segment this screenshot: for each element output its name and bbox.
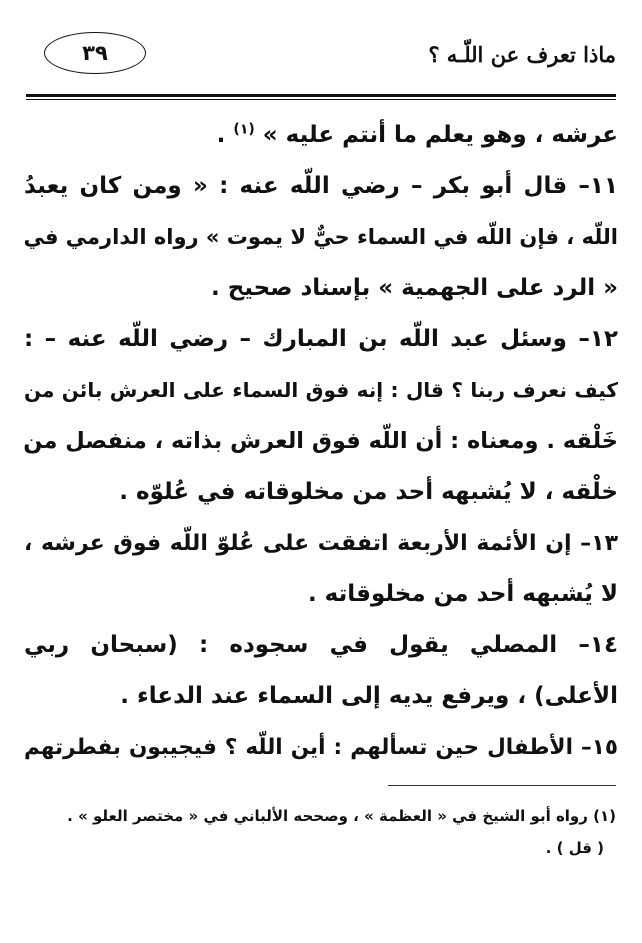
text-line: ١١– قال أبو بكر – رضي اللّه عنه : « ومن كان يعبدُ bbox=[24, 173, 618, 199]
footnote-reference: (١) bbox=[233, 121, 255, 138]
page-header bbox=[26, 26, 616, 86]
footnote-line: ( قل ) . bbox=[545, 839, 604, 857]
text-line bbox=[24, 110, 618, 161]
body-text bbox=[24, 110, 618, 773]
text-line: ١٤– المصلي يقول في سجوده : (سبحان ربي bbox=[24, 632, 618, 658]
text-line-content: عرشه ، وهو يعلم ما أنتم عليه » bbox=[262, 122, 618, 148]
text-line: الأعلى) ، ويرفع يديه إلى السماء عند الدعاء . bbox=[120, 683, 618, 709]
page-number: ٣٩ bbox=[44, 32, 146, 74]
text-line: لا يُشبهه أحد من مخلوقاته . bbox=[307, 581, 618, 607]
header-rule-thin bbox=[26, 99, 616, 100]
text-line: اللّه ، فإن اللّه في السماء حيٌّ لا يموت » رواه الدارمي في bbox=[23, 225, 618, 249]
text-line: ١٢– وسئل عبد اللّه بن المبارك – رضي اللّه عنه – : bbox=[24, 326, 618, 352]
line-end-mark: . bbox=[216, 122, 234, 148]
footnote-line: (١) رواه أبو الشيخ في « العظمة » ، وصححه الألباني في « مختصر العلو » . bbox=[67, 807, 616, 825]
text-line: كيف نعرف ربنا ؟ قال : إنه فوق السماء على العرش بائن من bbox=[24, 378, 618, 402]
text-line: ١٣– إن الأئمة الأربعة اتفقت على عُلوّ اللّه فوق عرشه ، bbox=[24, 531, 618, 556]
text-line: ١٥– الأطفال حين تسألهم : أين اللّه ؟ فيجيبون بفطرتهم bbox=[24, 735, 618, 760]
header-rule bbox=[26, 94, 616, 97]
footnotes bbox=[24, 800, 616, 864]
footnote-separator bbox=[388, 785, 616, 786]
text-line: خلْقه ، لا يُشبهه أحد من مخلوقاته في عُلوّه . bbox=[119, 479, 618, 505]
text-line: « الرد على الجهمية » بإسناد صحيح . bbox=[210, 275, 618, 301]
text-line: خَلْقه . ومعناه : أن اللّه فوق العرش بذاته ، منفصل من bbox=[23, 428, 618, 454]
running-title: ماذا تعرف عن اللّـه ؟ bbox=[428, 42, 616, 67]
